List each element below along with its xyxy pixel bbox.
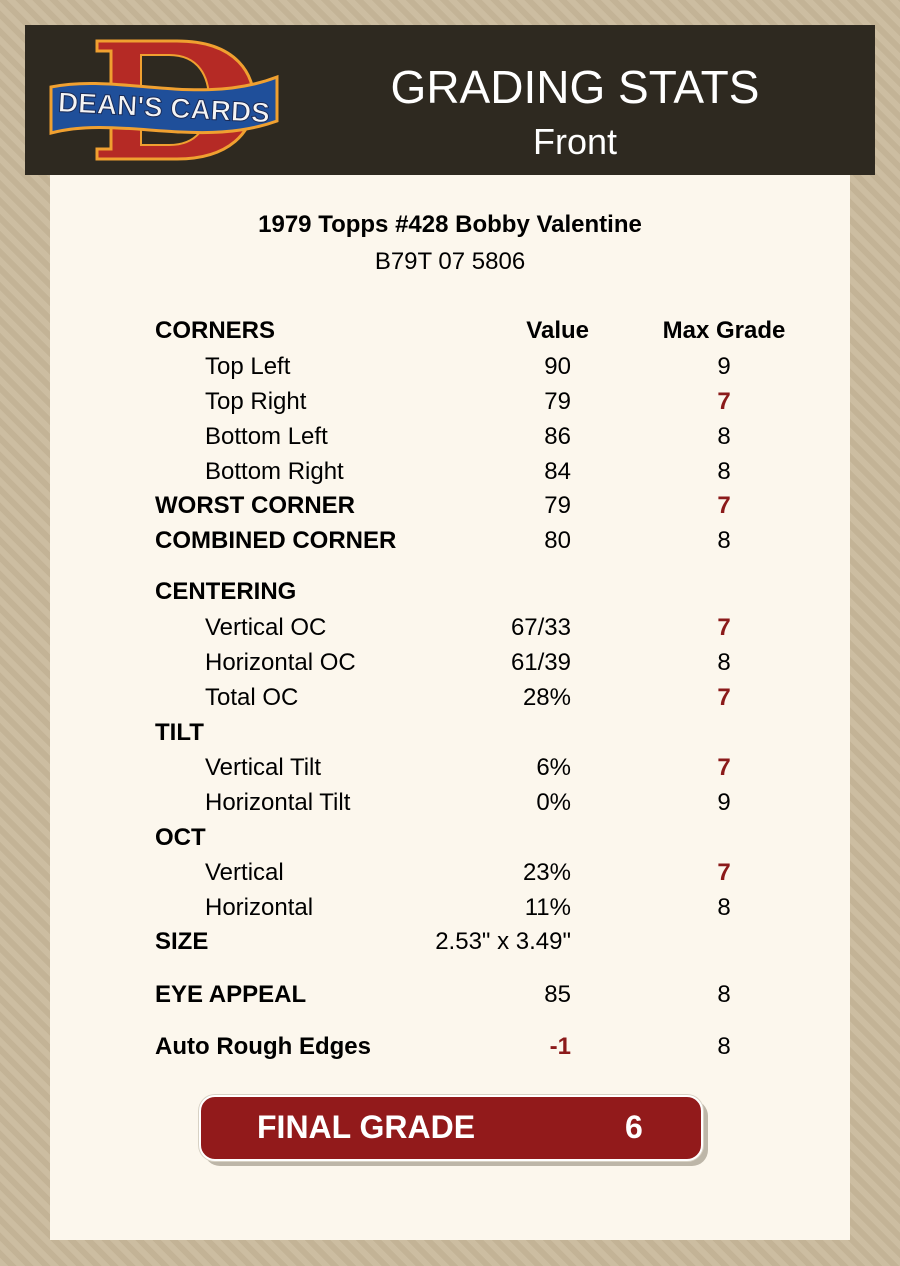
stat-value: 2.53" x 3.49": [435, 928, 571, 955]
page-title: GRADING STATS: [390, 61, 760, 113]
stat-label: Top Right: [205, 388, 307, 415]
stat-max-grade: 7: [717, 614, 731, 641]
stat-label: Vertical Tilt: [205, 754, 322, 781]
max-grade-column-header: Max Grade: [662, 317, 786, 344]
stat-row: [0, 387, 900, 417]
stat-label: SIZE: [155, 928, 209, 955]
stat-label: CORNERS: [155, 317, 276, 344]
stat-row: [0, 1032, 900, 1062]
stat-value: 80: [544, 527, 571, 554]
stat-label: COMBINED CORNER: [155, 527, 397, 554]
stat-row: [0, 577, 900, 607]
stat-max-grade: 8: [717, 1033, 731, 1060]
stat-max-grade: 8: [717, 649, 731, 676]
stat-row: [0, 788, 900, 818]
stat-row: [0, 316, 900, 346]
stat-label: Auto Rough Edges: [155, 1033, 371, 1060]
stat-label: Vertical OC: [205, 614, 327, 641]
stat-row: [0, 491, 900, 521]
stat-label: Bottom Right: [205, 458, 344, 485]
stat-label: Total OC: [205, 684, 299, 711]
stat-max-grade: 7: [717, 684, 731, 711]
stat-value: 79: [544, 388, 571, 415]
stat-value: 11%: [524, 894, 571, 921]
stat-label: Horizontal: [205, 894, 314, 921]
page-subtitle: Front: [532, 121, 618, 162]
stat-label: Bottom Left: [205, 423, 328, 450]
stat-value: 90: [544, 353, 571, 380]
stat-row: [0, 648, 900, 678]
stat-row: [0, 858, 900, 888]
stat-value: 23%: [522, 859, 571, 886]
stat-row: [0, 457, 900, 487]
stat-row: [0, 753, 900, 783]
stat-max-grade: 7: [717, 754, 731, 781]
stat-max-grade: 7: [717, 859, 731, 886]
stat-value: 61/39: [510, 649, 571, 676]
stat-max-grade: 8: [717, 981, 731, 1008]
card-name: 1979 Topps #428 Bobby Valentine: [258, 211, 642, 238]
stat-value: 28%: [522, 684, 571, 711]
stat-row: [0, 718, 900, 748]
stat-label: TILT: [155, 719, 204, 746]
header: [25, 25, 875, 175]
value-column-header: Value: [526, 317, 589, 344]
stat-max-grade: 8: [717, 458, 731, 485]
stat-value: 86: [544, 423, 571, 450]
stat-label: Horizontal Tilt: [205, 789, 351, 816]
stat-row: [0, 683, 900, 713]
stat-row: [0, 422, 900, 452]
cert-number: B79T 07 5806: [374, 248, 526, 275]
final-grade-value: 6: [625, 1109, 643, 1145]
stat-label: Top Left: [205, 353, 291, 380]
stat-row: [0, 927, 900, 957]
stat-value: 6%: [536, 754, 571, 781]
svg-text:DEAN'S CARDS: DEAN'S CARDS: [57, 86, 271, 129]
stat-max-grade: 8: [717, 527, 731, 554]
stat-label: Horizontal OC: [205, 649, 356, 676]
stat-value: 84: [544, 458, 571, 485]
stat-max-grade: 9: [717, 789, 731, 816]
stat-max-grade: 8: [717, 423, 731, 450]
stat-value: -1: [549, 1033, 571, 1060]
stat-max-grade: 7: [717, 492, 731, 519]
stat-label: EYE APPEAL: [155, 981, 307, 1008]
stat-label: WORST CORNER: [155, 492, 355, 519]
stat-max-grade: 9: [717, 353, 731, 380]
stat-value: 79: [544, 492, 571, 519]
stat-value: 67/33: [510, 614, 571, 641]
stat-label: OCT: [155, 824, 206, 851]
stat-max-grade: 7: [717, 388, 731, 415]
stat-label: Vertical: [205, 859, 284, 886]
final-grade-badge: [199, 1095, 703, 1161]
stat-row: [0, 352, 900, 382]
stat-label: CENTERING: [155, 578, 297, 605]
stat-row: [0, 980, 900, 1010]
stat-max-grade: 8: [717, 894, 731, 921]
stat-row: [0, 823, 900, 853]
deans-cards-logo: [49, 37, 281, 163]
final-grade-label: FINAL GRADE: [257, 1109, 476, 1145]
stat-row: [0, 893, 900, 923]
stat-value: 85: [544, 981, 571, 1008]
stat-row: [0, 526, 900, 556]
stat-value: 0%: [536, 789, 571, 816]
stat-row: [0, 613, 900, 643]
